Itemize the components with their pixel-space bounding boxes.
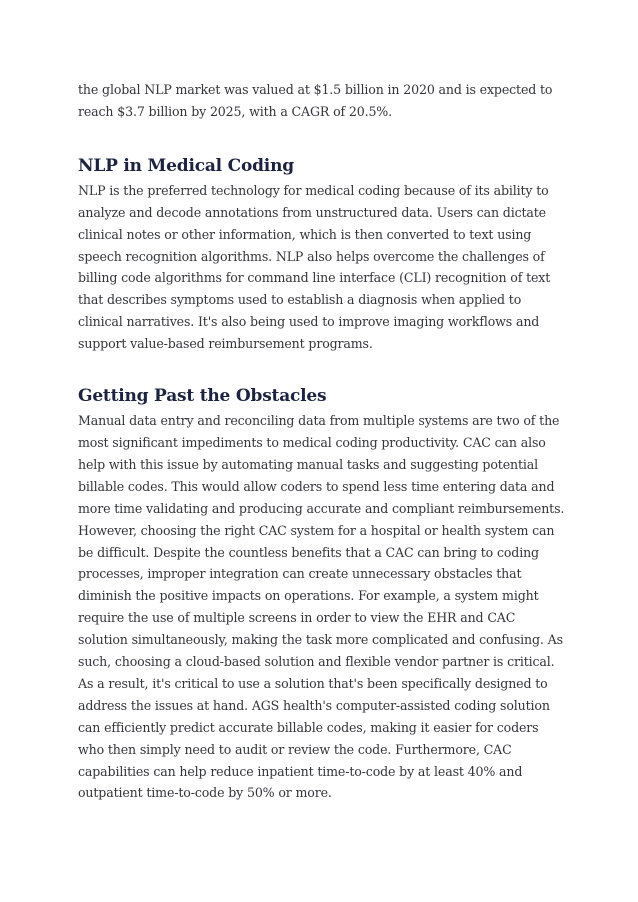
medical-coding-paragraph: NLP is the preferred technology for medical coding because of its ability to analyze and decode annotations from unstructured data. Users can dictate clinical notes or other information, which is then converted to text using speech recognition algorithms. NLP also helps overcome the challenges of billing code algorithms for command line interface (CLI) recognition of text that describes symptoms used to establish a diagnosis when applied to clinical narratives. It's also being used to improve imaging workflows and support value-based reimbursement programs.: [78, 182, 551, 352]
section-heading-medical-coding: NLP in Medical Coding: [78, 155, 294, 176]
document-body: [78, 79, 568, 804]
intro-paragraph: the global NLP market was valued at $1.5 billion in 2020 and is expected to reach $3.7 billion by 2025, with a CAGR of 20.5%.: [78, 82, 553, 119]
section-heading-obstacles: Getting Past the Obstacles: [78, 386, 327, 407]
obstacles-paragraph-2: As a result, it's critical to use a solution that's been specifically designed to address the issues at hand. AGS health's computer-assisted coding solution can efficiently predict accurate billable codes, making it easier for coders who then simply need to audit or review the code. Furthermore, CAC capabilities can help reduce inpatient time-to-code by at least 40% and outpatient time-to-code by 50% or more.: [78, 675, 550, 801]
obstacles-paragraph-1: Manual data entry and reconciling data from multiple systems are two of the most significant impediments to medical coding productivity. CAC can also help with this issue by automating manual tasks and suggesting potential billable codes. This would allow coders to spend less time entering data and more time validating and producing accurate and compliant reimbursements. However, choosing the right CAC system for a hospital or health system can be difficult. Despite the countless benefits that a CAC can bring to coding processes, improper integration can create unnecessary obstacles that diminish the positive impacts on operations. For example, a system might require the use of multiple screens in order to view the EHR and CAC solution simultaneously, making the task more complicated and confusing. As such, choosing a cloud-based solution and flexible vendor partner is critical.: [78, 413, 565, 670]
